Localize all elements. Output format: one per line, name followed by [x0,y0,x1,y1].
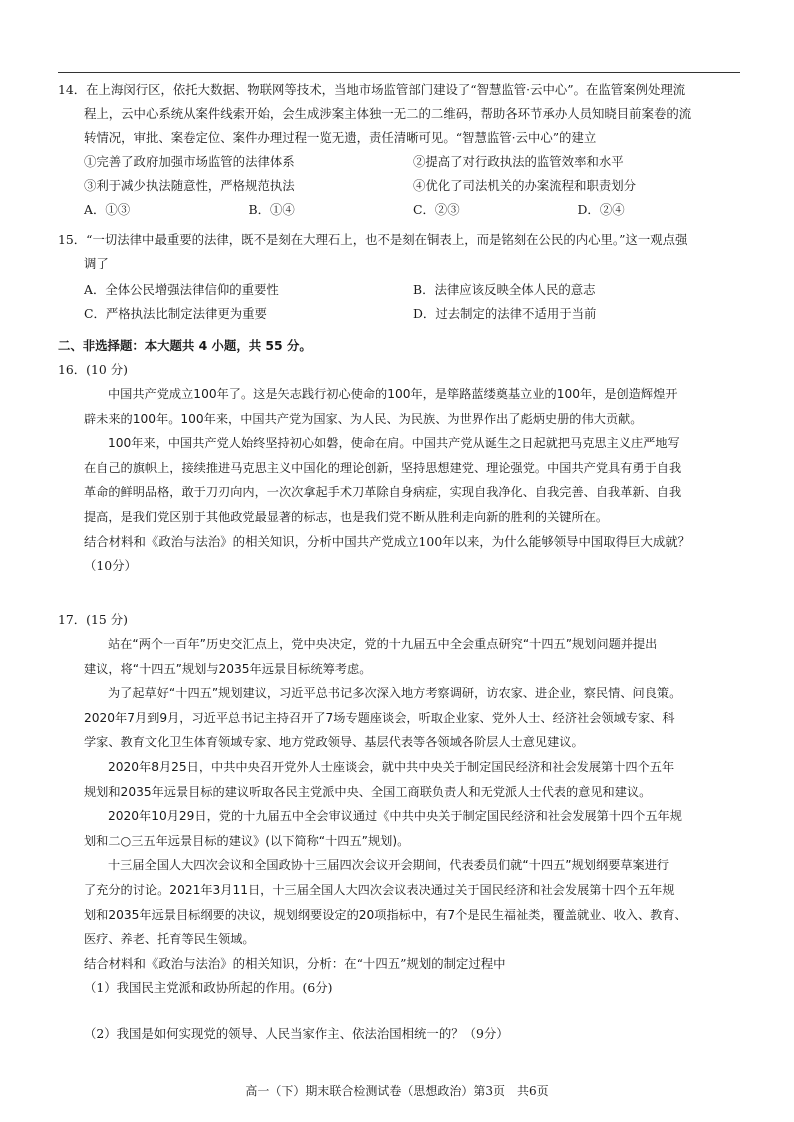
q17-material-line: 十三届全国人大四次会议和全国政协十三届四次会议开会期间，代表委员们就“十四五”规划纲要草案进行 [108,858,670,873]
q14-statement-3: ③利于减少执法随意性，严格规范执法 [84,178,295,193]
q17-subquestion-2: （2）我国是如何实现党的领导、人民当家作主、依法治国相统一的？（9分） [84,1025,509,1041]
q15-stem-line: 调了 [84,256,109,271]
q16-material-line: 中国共产党成立100年了。这是矢志践行初心使命的100年，是筚路蓝缕奠基立业的100年，是创造辉煌开 [108,387,678,401]
question-15 [58,228,742,326]
q17-material-line: 为了起草好“十四五”规划建议，习近平总书记多次深入地方考察调研，访农家、进企业，察民情、问良策。 [108,686,682,701]
q16-question: 结合材料和《政治与法治》的相关知识，分析中国共产党成立100年以来，为什么能够领导中国取得巨大成就？ [84,533,691,549]
q17-material-line: 划和2035年远景目标纲要的决议，规划纲要设定的20项指标中，有7个是民生福祉类，覆盖就业、收入、教育、 [84,907,687,922]
question-14 [58,78,742,222]
q16-material-line: 辟未来的100年。100年来，中国共产党为国家、为人民、为民族、为世界作出了彪炳史册的伟大贡献。 [84,411,643,426]
q17-heading: 17．(15 分) [58,612,128,627]
q17-material-line: 建议，将“十四五”规划与2035年远景目标统筹考虑。 [84,661,372,676]
question-16 [58,358,742,578]
q17-material-line: 站在“两个一百年”历史交汇点上，党中央决定，党的十九届五中全会重点研究“十四五”规划问题并提出 [108,637,658,651]
q17-material-line: 2020年8月25日，中共中央召开党外人士座谈会，就中共中央关于制定国民经济和社会发展第十四个五年 [108,759,675,774]
q16-material-line: 100年来，中国共产党人始终坚持初心如磐，使命在肩。中国共产党从诞生之日起就把马克思主义庄严地写 [108,436,680,451]
q14-stem-line: 14．在上海闵行区，依托大数据、物联网等技术，当地市场监管部门建设了“智慧监管·云中心”。在监管案例处理流 [58,82,686,97]
q16-heading: 16．(10 分) [58,362,128,377]
q14-option-c: C．②③ [413,202,460,217]
q14-statement-4: ④优化了司法机关的办案流程和职责划分 [413,178,637,193]
q14-statement-1: ①完善了政府加强市场监管的法律体系 [84,154,295,169]
question-17 [58,608,742,1046]
section-2-heading: 二、非选择题：本大题共 4 小题，共 55 分。 [58,338,312,353]
page-footer: 高一（下）期末联合检测试卷（思想政治）第3页 共6页 [245,1084,549,1098]
q17-material-line: 学家、教育文化卫生体育领域专家、地方党政领导、基层代表等各领域各阶层人士意见建议。 [84,735,584,750]
q14-statements-row [58,174,742,198]
q15-stem-line: 15．“一切法律中最重要的法律，既不是刻在大理石上，也不是刻在铜表上，而是铭刻在公民的内心里。”这一观点强 [58,232,688,247]
q17-material-line: 2020年10月29日，党的十九届五中全会审议通过《中共中央关于制定国民经济和社会发展第十四个五年规 [108,809,682,824]
q17-material-line: 划和二○三五年远景目标的建议》(以下简称“十四五”规划)。 [84,833,410,848]
q17-material-line: 医疗、养老、托育等民生领域。 [84,932,255,947]
q14-option-d: D．②④ [577,202,625,217]
q16-material-line: 提高，是我们党区别于其他政党最显著的标志，也是我们党不断从胜利走向新的胜利的关键所在。 [84,509,609,524]
q17-question: 结合材料和《政治与法治》的相关知识，分析：在“十四五”规划的制定过程中 [84,955,506,971]
q15-option-c: C．严格执法比制定法律更为重要 [84,306,267,321]
q17-material-line: 了充分的讨论。2021年3月11日，十三届全国人大四次会议表决通过关于国民经济和社会发展第十四个五年规 [84,882,675,897]
q14-stem-line: 转情况，审批、案卷定位、案件办理过程一览无遗，责任清晰可见。“智慧监管·云中心”的建立 [84,130,597,145]
q14-option-b: B．①④ [248,202,295,217]
q15-option-b: B．法律应该反映全体人民的意志 [413,282,596,297]
q17-material-line: 2020年7月到9月，习近平总书记主持召开了7场专题座谈会，听取企业家、党外人士、经济社会领域专家、科 [84,710,675,725]
q14-option-a: A．①③ [84,202,131,217]
q14-options [58,198,742,222]
q14-statements-row [58,150,742,174]
q15-option-d: D．过去制定的法律不适用于当前 [413,306,597,321]
q14-stem-line: 程上，云中心系统从案件线索开始，会生成涉案主体独一无二的二维码，帮助各环节承办人员知晓目前案卷的流 [84,106,692,121]
q16-score: （10分） [84,557,137,573]
q14-statement-2: ②提高了对行政执法的监管效率和水平 [413,154,624,169]
q15-option-a: A．全体公民增强法律信仰的重要性 [84,282,279,297]
top-rule [58,72,740,73]
q17-material-line: 规划和2035年远景目标的建议听取各民主党派中央、全国工商联负责人和无党派人士代表的意见和建议。 [84,784,652,799]
q16-material-line: 在自己的旗帜上，接续推进马克思主义中国化的理论创新，坚持思想建党、理论强党。中国共产党具有勇于自我 [84,460,682,475]
q15-options-row [58,278,742,302]
q17-subquestion-1: （1）我国民主党派和政协所起的作用。(6分) [84,979,333,995]
q15-options-row [58,302,742,326]
q16-material-line: 革命的鲜明品格，敢于刀刃向内，一次次拿起手术刀革除自身病症，实现自我净化、自我完善、自我革新、自我 [84,485,682,500]
